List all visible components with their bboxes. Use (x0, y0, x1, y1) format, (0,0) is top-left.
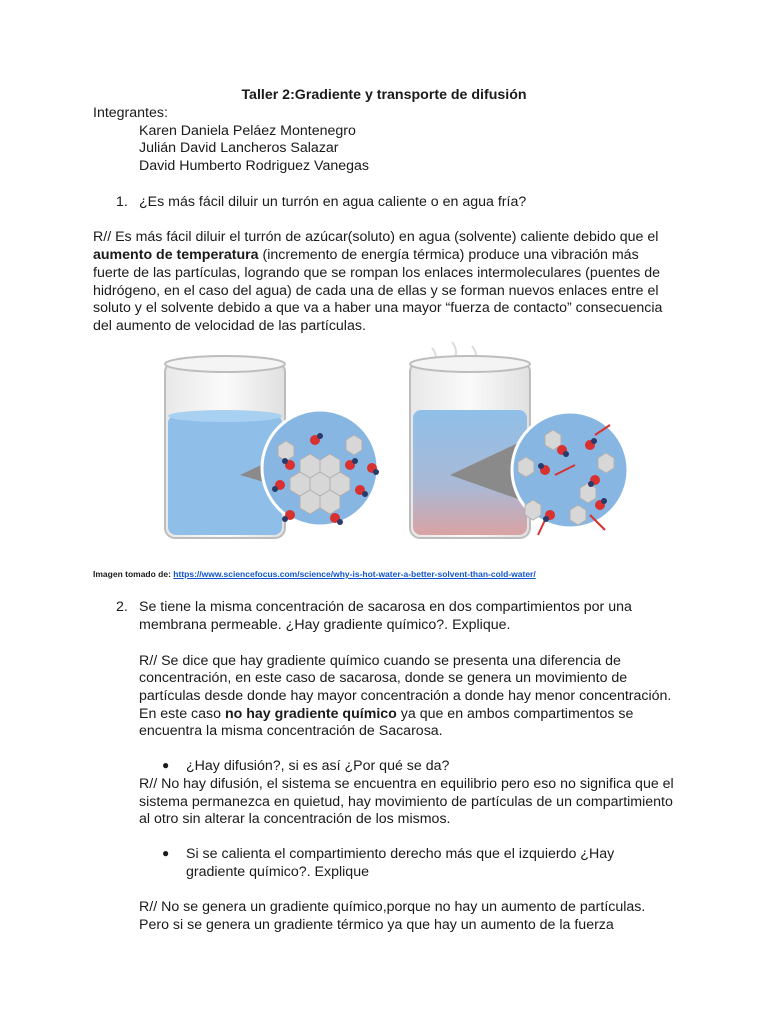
page-title: Taller 2:Gradiente y transporte de difusión (241, 87, 527, 103)
bullet-question: ¿Hay difusión?, si es así ¿Por qué se da? (186, 758, 450, 774)
bullet-answer-line: sistema permanezca en quietud, hay movimiento de partículas de un compartimiento (139, 794, 673, 810)
answer-1-line: fuerte de las partículas, logrando que se rompan los enlaces intermoleculares (puentes de (93, 265, 661, 281)
member-name: Karen Daniela Peláez Montenegro (139, 123, 356, 139)
answer-2-line: encuentra la misma concentración de Sacarosa. (139, 723, 443, 739)
emphasis: no hay gradiente químico (224, 706, 397, 722)
answer-1-line: hidrógeno, en el caso del agua) de cada una de ellas y se forman nuevos enlaces entre el (93, 283, 659, 299)
member-name: Julián David Lancheros Salazar (139, 140, 339, 156)
bullet-answer-line: al otro sin alterar la concentración de los mismos. (139, 811, 451, 827)
answer-2-line: En este caso no hay gradiente químico ya que en ambos compartimentos se (139, 706, 634, 722)
answer-1-line: aumento de temperatura (incremento de energía térmica) produce una vibración más (93, 247, 639, 263)
question-1-number: 1. (116, 194, 128, 210)
member-name: David Humberto Rodriguez Vanegas (139, 158, 370, 174)
answer-2-line: concentración, en este caso de sacarosa, donde se genera un movimiento de (139, 670, 628, 686)
answer-2-line: R// Se dice que hay gradiente químico cuando se presenta una diferencia de (139, 653, 621, 669)
beakers-illustration (150, 340, 640, 550)
integrantes-label: Integrantes: (93, 105, 168, 121)
cold-water-beaker (165, 356, 379, 538)
bullet-icon: ● (162, 846, 170, 860)
answer-1-line: del aumento de velocidad de las partículas. (93, 318, 366, 334)
bullet-answer-line: Pero si se genera un gradiente térmico ya que hay un aumento de la fuerza (139, 917, 614, 933)
answer-1-line: soluto y el solvente debido a que va a haber una mayor “fuerza de contacto” consecuencia (93, 300, 663, 316)
bullet-answer-line: R// No se genera un gradiente químico,porque no hay un aumento de partículas. (139, 899, 646, 915)
answer-2-line: partículas desde donde hay mayor concentración a donde hay menor concentración. (139, 688, 672, 704)
answer-1-line: R// Es más fácil diluir el turrón de azúcar(soluto) en agua (solvente) caliente debido que el (93, 229, 659, 245)
image-caption: Imagen tomado de: https://www.sciencefocus.com/science/why-is-hot-water-a-better-solvent-than-cold-water/ (93, 569, 536, 579)
hot-water-beaker (410, 342, 628, 538)
question-2-line: Se tiene la misma concentración de sacarosa en dos compartimientos por una (139, 599, 632, 615)
question-1: ¿Es más fácil diluir un turrón en agua caliente o en agua fría? (139, 194, 527, 210)
question-2-line: membrana permeable. ¿Hay gradiente químico?. Explique. (139, 617, 511, 633)
bullet-answer-line: R// No hay difusión, el sistema se encuentra en equilibrio pero eso no significa que el (139, 776, 674, 792)
bullet-icon: ● (162, 758, 170, 772)
bullet-question: Si se calienta el compartimiento derecho más que el izquierdo ¿Hay (186, 846, 615, 862)
bullet-question: gradiente químico?. Explique (186, 864, 369, 880)
question-2-number: 2. (116, 599, 128, 615)
emphasis: aumento de temperatura (93, 247, 259, 263)
source-link[interactable]: https://www.sciencefocus.com/science/why-is-hot-water-a-better-solvent-than-cold-water/ (173, 569, 536, 579)
